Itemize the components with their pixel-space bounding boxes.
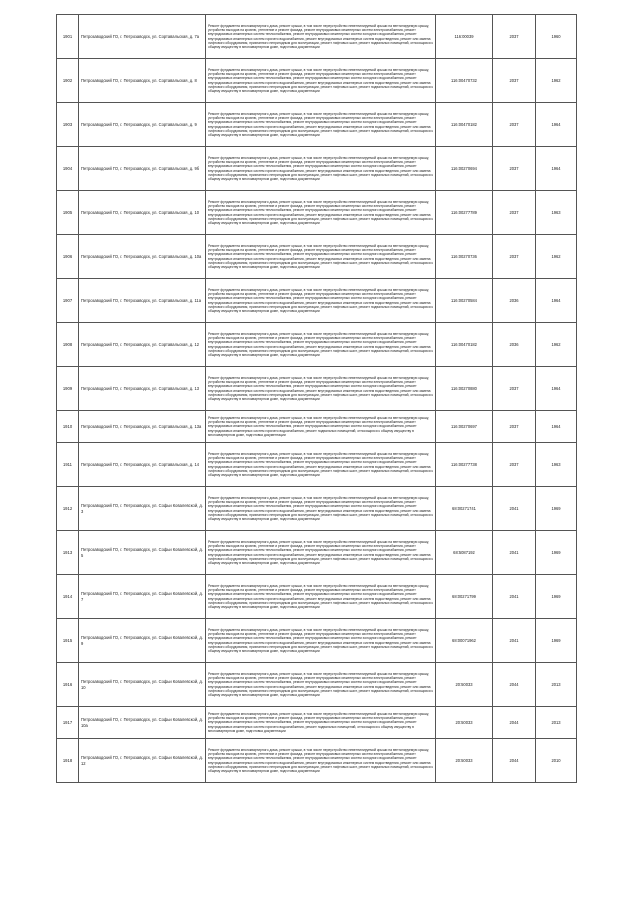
row-works: Ремонт фундамента многоквартирного дома, ремонт крыши, в том числе переустройство невентилируемой крыши на вентилируемую крышу, устройство выходов на кровлю, утепление и ремонт фасада, ремонт внутридомовых инженерных систем электроснабжения, ремонт внутридомовых инженерных систем теплоснабжения, ремонт внутридомовых инженерных систем холодного водоснабжения, ремонт внутридомовых инженерных систем горячего водоснабжения, ремонт внутридомовых инженерных систем водоотведения, ремонт или замена лифтового оборудования, признанного непригодным для эксплуатации, ремонт лифтовых шахт, ремонт подвальных помещений, относящихся к общему имуществу в многоквартирном доме, подготовка документации — [206, 103, 436, 147]
row-number: 1913 — [57, 531, 79, 575]
row-build-year: 1962 — [536, 323, 577, 367]
row-plan-year: 2037 — [493, 235, 536, 279]
row-build-year: 1964 — [536, 411, 577, 443]
row-cadastre-code: 20:50033 — [436, 663, 493, 707]
table-row — [57, 323, 577, 367]
row-cadastre-code: 116:00270697 — [436, 411, 493, 443]
row-address: Петрозаводский ГО, г. Петрозаводск, ул. Сортавальская, д. 10 — [79, 191, 206, 235]
document-page — [56, 14, 576, 783]
row-build-year: 2010 — [536, 739, 577, 783]
row-build-year: 1964 — [536, 367, 577, 411]
row-number: 1906 — [57, 235, 79, 279]
row-number: 1901 — [57, 15, 79, 59]
row-address: Петрозаводский ГО, г. Петрозаводск, ул. Сортавальская, д. 10а — [79, 235, 206, 279]
row-number: 1908 — [57, 323, 79, 367]
table-row — [57, 367, 577, 411]
row-build-year: 1969 — [536, 531, 577, 575]
row-cadastre-code: 116:00039 — [436, 15, 493, 59]
row-works: Ремонт фундамента многоквартирного дома, ремонт крыши, в том числе переустройство невентилируемой крыши на вентилируемую крышу, устройство выходов на кровлю, утепление и ремонт фасада, ремонт внутридомовых инженерных систем электроснабжения, ремонт внутридомовых инженерных систем теплоснабжения, ремонт внутридомовых инженерных систем холодного водоснабжения, ремонт внутридомовых инженерных систем горячего водоснабжения, ремонт подвальных помещений, относящихся к общему имуществу в многоквартирном доме, подготовка документации — [206, 707, 436, 739]
table-row — [57, 15, 577, 59]
table-row — [57, 575, 577, 619]
row-number: 1918 — [57, 739, 79, 783]
table-row — [57, 487, 577, 531]
row-plan-year: 2044 — [493, 663, 536, 707]
row-plan-year: 2036 — [493, 279, 536, 323]
row-cadastre-code: 116:00277738 — [436, 443, 493, 487]
row-works: Ремонт фундамента многоквартирного дома, ремонт крыши, в том числе переустройство невентилируемой крыши на вентилируемую крышу, устройство выходов на кровлю, утепление и ремонт фасада, ремонт внутридомовых инженерных систем электроснабжения, ремонт внутридомовых инженерных систем теплоснабжения, ремонт внутридомовых инженерных систем холодного водоснабжения, ремонт внутридомовых инженерных систем горячего водоснабжения, ремонт внутридомовых инженерных систем водоотведения, ремонт или замена лифтового оборудования, признанного непригодным для эксплуатации, ремонт лифтовых шахт, ремонт подвальных помещений, относящихся к общему имуществу в многоквартирном доме, подготовка документации — [206, 15, 436, 59]
row-build-year: 1969 — [536, 619, 577, 663]
row-works: Ремонт фундамента многоквартирного дома, ремонт крыши, в том числе переустройство невентилируемой крыши на вентилируемую крышу, устройство выходов на кровлю, утепление и ремонт фасада, ремонт внутридомовых инженерных систем электроснабжения, ремонт внутридомовых инженерных систем теплоснабжения, ремонт внутридомовых инженерных систем холодного водоснабжения, ремонт внутридомовых инженерных систем горячего водоснабжения, ремонт внутридомовых инженерных систем водоотведения, ремонт или замена лифтового оборудования, признанного непригодным для эксплуатации, ремонт лифтовых шахт, ремонт подвальных помещений, относящихся к общему имуществу в многоквартирном доме, подготовка документации — [206, 235, 436, 279]
table-row — [57, 739, 577, 783]
capital-repair-table — [56, 14, 577, 783]
row-cadastre-code: 20:50033 — [436, 707, 493, 739]
row-plan-year: 2037 — [493, 411, 536, 443]
row-build-year: 1964 — [536, 279, 577, 323]
row-address: Петрозаводский ГО, г. Петрозаводск, ул. Софьи Ковалевской, д. 12 — [79, 739, 206, 783]
row-number: 1917 — [57, 707, 79, 739]
row-works: Ремонт фундамента многоквартирного дома, ремонт крыши, в том числе переустройство невентилируемой крыши на вентилируемую крышу, устройство выходов на кровлю, утепление и ремонт фасада, ремонт внутридомовых инженерных систем электроснабжения, ремонт внутридомовых инженерных систем теплоснабжения, ремонт внутридомовых инженерных систем холодного водоснабжения, ремонт внутридомовых инженерных систем горячего водоснабжения, ремонт внутридомовых инженерных систем водоотведения, ремонт или замена лифтового оборудования, признанного непригодным для эксплуатации, ремонт лифтовых шахт, ремонт подвальных помещений, относящихся к общему имуществу в многоквартирном доме, подготовка документации — [206, 739, 436, 783]
row-cadastre-code: 116:00270584 — [436, 279, 493, 323]
row-works: Ремонт фундамента многоквартирного дома, ремонт крыши, в том числе переустройство невентилируемой крыши на вентилируемую крышу, устройство выходов на кровлю, утепление и ремонт фасада, ремонт внутридомовых инженерных систем электроснабжения, ремонт внутридомовых инженерных систем теплоснабжения, ремонт внутридомовых инженерных систем холодного водоснабжения, ремонт внутридомовых инженерных систем горячего водоснабжения, ремонт внутридомовых инженерных систем водоотведения, ремонт или замена лифтового оборудования, признанного непригодным для эксплуатации, ремонт лифтовых шахт, ремонт подвальных помещений, относящихся к общему имуществу в многоквартирном доме, подготовка документации — [206, 147, 436, 191]
row-plan-year: 2041 — [493, 531, 536, 575]
table-row — [57, 191, 577, 235]
row-number: 1910 — [57, 411, 79, 443]
row-works: Ремонт фундамента многоквартирного дома, ремонт крыши, в том числе переустройство невентилируемой крыши на вентилируемую крышу, устройство выходов на кровлю, утепление и ремонт фасада, ремонт внутридомовых инженерных систем электроснабжения, ремонт внутридомовых инженерных систем теплоснабжения, ремонт внутридомовых инженерных систем холодного водоснабжения, ремонт внутридомовых инженерных систем горячего водоснабжения, ремонт внутридомовых инженерных систем водоотведения, ремонт или замена лифтового оборудования, признанного непригодным для эксплуатации, ремонт лифтовых шахт, ремонт подвальных помещений, относящихся к общему имуществу в многоквартирном доме, подготовка документации — [206, 663, 436, 707]
row-works: Ремонт фундамента многоквартирного дома, ремонт крыши, в том числе переустройство невентилируемой крыши на вентилируемую крышу, устройство выходов на кровлю, утепление и ремонт фасада, ремонт внутридомовых инженерных систем электроснабжения, ремонт внутридомовых инженерных систем теплоснабжения, ремонт внутридомовых инженерных систем холодного водоснабжения, ремонт внутридомовых инженерных систем горячего водоснабжения, ремонт внутридомовых инженерных систем водоотведения, ремонт или замена лифтового оборудования, признанного непригодным для эксплуатации, ремонт лифтовых шахт, ремонт подвальных помещений, относящихся к общему имуществу в многоквартирном доме, подготовка документации — [206, 323, 436, 367]
row-plan-year: 2037 — [493, 443, 536, 487]
row-plan-year: 2044 — [493, 707, 536, 739]
table-row — [57, 707, 577, 739]
row-cadastre-code: 68:00071962 — [436, 619, 493, 663]
row-works: Ремонт фундамента многоквартирного дома, ремонт крыши, в том числе переустройство невентилируемой крыши на вентилируемую крышу, устройство выходов на кровлю, утепление и ремонт фасада, ремонт внутридомовых инженерных систем электроснабжения, ремонт внутридомовых инженерных систем теплоснабжения, ремонт внутридомовых инженерных систем холодного водоснабжения, ремонт внутридомовых инженерных систем горячего водоснабжения, ремонт внутридомовых инженерных систем водоотведения, ремонт или замена лифтового оборудования, признанного непригодным для эксплуатации, ремонт лифтовых шахт, ремонт подвальных помещений, относящихся к общему имуществу в многоквартирном доме, подготовка документации — [206, 191, 436, 235]
row-build-year: 1963 — [536, 443, 577, 487]
table-row — [57, 279, 577, 323]
row-works: Ремонт фундамента многоквартирного дома, ремонт крыши, в том числе переустройство невентилируемой крыши на вентилируемую крышу, устройство выходов на кровлю, утепление и ремонт фасада, ремонт внутридомовых инженерных систем электроснабжения, ремонт внутридомовых инженерных систем теплоснабжения, ремонт внутридомовых инженерных систем холодного водоснабжения, ремонт внутридомовых инженерных систем горячего водоснабжения, ремонт внутридомовых инженерных систем водоотведения, ремонт или замена лифтового оборудования, признанного непригодным для эксплуатации, ремонт лифтовых шахт, ремонт подвальных помещений, относящихся к общему имуществу в многоквартирном доме, подготовка документации — [206, 279, 436, 323]
row-number: 1903 — [57, 103, 79, 147]
row-works: Ремонт фундамента многоквартирного дома, ремонт крыши, в том числе переустройство невентилируемой крыши на вентилируемую крышу, устройство выходов на кровлю, утепление и ремонт фасада, ремонт внутридомовых инженерных систем электроснабжения, ремонт внутридомовых инженерных систем теплоснабжения, ремонт внутридомовых инженерных систем холодного водоснабжения, ремонт внутридомовых инженерных систем горячего водоснабжения, ремонт внутридомовых инженерных систем водоотведения, ремонт или замена лифтового оборудования, признанного непригодным для эксплуатации, ремонт лифтовых шахт, ремонт подвальных помещений, относящихся к общему имуществу в многоквартирном доме, подготовка документации — [206, 619, 436, 663]
table-row — [57, 443, 577, 487]
table-row — [57, 531, 577, 575]
row-number: 1909 — [57, 367, 79, 411]
row-works: Ремонт фундамента многоквартирного дома, ремонт крыши, в том числе переустройство невентилируемой крыши на вентилируемую крышу, устройство выходов на кровлю, утепление и ремонт фасада, ремонт внутридомовых инженерных систем электроснабжения, ремонт внутридомовых инженерных систем теплоснабжения, ремонт внутридомовых инженерных систем холодного водоснабжения, ремонт внутридомовых инженерных систем горячего водоснабжения, ремонт внутридомовых инженерных систем водоотведения, ремонт или замена лифтового оборудования, признанного непригодным для эксплуатации, ремонт лифтовых шахт, ремонт подвальных помещений, относящихся к общему имуществу в многоквартирном доме, подготовка документации — [206, 59, 436, 103]
table-row — [57, 411, 577, 443]
row-number: 1905 — [57, 191, 79, 235]
row-works: Ремонт фундамента многоквартирного дома, ремонт крыши, в том числе переустройство невентилируемой крыши на вентилируемую крышу, устройство выходов на кровлю, утепление и ремонт фасада, ремонт внутридомовых инженерных систем электроснабжения, ремонт внутридомовых инженерных систем теплоснабжения, ремонт внутридомовых инженерных систем холодного водоснабжения, ремонт внутридомовых инженерных систем горячего водоснабжения, ремонт внутридомовых инженерных систем водоотведения, ремонт или замена лифтового оборудования, признанного непригодным для эксплуатации, ремонт лифтовых шахт, ремонт подвальных помещений, относящихся к общему имуществу в многоквартирном доме, подготовка документации — [206, 487, 436, 531]
row-number: 1911 — [57, 443, 79, 487]
row-build-year: 1960 — [536, 15, 577, 59]
row-cadastre-code: 116:00470182 — [436, 323, 493, 367]
row-number: 1912 — [57, 487, 79, 531]
row-cadastre-code: 116:00270736 — [436, 235, 493, 279]
row-address: Петрозаводский ГО, г. Петрозаводск, ул. Сортавальская, д. 8 — [79, 59, 206, 103]
row-plan-year: 2036 — [493, 323, 536, 367]
row-plan-year: 2037 — [493, 59, 536, 103]
table-row — [57, 59, 577, 103]
row-address: Петрозаводский ГО, г. Петрозаводск, ул. Сортавальская, д. 14 — [79, 443, 206, 487]
row-cadastre-code: 68:5087192 — [436, 531, 493, 575]
row-cadastre-code: 116:00270694 — [436, 147, 493, 191]
table-body — [57, 15, 577, 783]
row-address: Петрозаводский ГО, г. Петрозаводск, ул. Софьи Ковалевской, д. 10 — [79, 663, 206, 707]
row-plan-year: 2041 — [493, 575, 536, 619]
table-row — [57, 103, 577, 147]
row-build-year: 1964 — [536, 103, 577, 147]
row-build-year: 1962 — [536, 59, 577, 103]
row-address: Петрозаводский ГО, г. Петрозаводск, ул. Софьи Ковалевской, д. 7 — [79, 575, 206, 619]
row-address: Петрозаводский ГО, г. Петрозаводск, ул. Сортавальская, д. 7а — [79, 15, 206, 59]
row-build-year: 1969 — [536, 487, 577, 531]
row-cadastre-code: 116:00470732 — [436, 59, 493, 103]
row-number: 1904 — [57, 147, 79, 191]
row-address: Петрозаводский ГО, г. Петрозаводск, ул. Софьи Ковалевской, д. 10а — [79, 707, 206, 739]
row-address: Петрозаводский ГО, г. Петрозаводск, ул. Софьи Ковалевской, д. 9 — [79, 619, 206, 663]
row-works: Ремонт фундамента многоквартирного дома, ремонт крыши, в том числе переустройство невентилируемой крыши на вентилируемую крышу, устройство выходов на кровлю, утепление и ремонт фасада, ремонт внутридомовых инженерных систем электроснабжения, ремонт внутридомовых инженерных систем теплоснабжения, ремонт внутридомовых инженерных систем холодного водоснабжения, ремонт внутридомовых инженерных систем горячего водоснабжения, ремонт внутридомовых инженерных систем водоотведения, ремонт или замена лифтового оборудования, признанного непригодным для эксплуатации, ремонт лифтовых шахт, ремонт подвальных помещений, относящихся к общему имуществу в многоквартирном доме, подготовка документации — [206, 531, 436, 575]
row-address: Петрозаводский ГО, г. Петрозаводск, ул. Сортавальская, д. 9б — [79, 147, 206, 191]
table-row — [57, 147, 577, 191]
row-works: Ремонт фундамента многоквартирного дома, ремонт крыши, в том числе переустройство невентилируемой крыши на вентилируемую крышу, устройство выходов на кровлю, утепление и ремонт фасада, ремонт внутридомовых инженерных систем электроснабжения, ремонт внутридомовых инженерных систем теплоснабжения, ремонт внутридомовых инженерных систем холодного водоснабжения, ремонт внутридомовых инженерных систем горячего водоснабжения, ремонт внутридомовых инженерных систем водоотведения, ремонт или замена лифтового оборудования, признанного непригодным для эксплуатации, ремонт лифтовых шахт, ремонт подвальных помещений, относящихся к общему имуществу в многоквартирном доме, подготовка документации — [206, 367, 436, 411]
row-plan-year: 2037 — [493, 103, 536, 147]
row-cadastre-code: 116:00270880 — [436, 367, 493, 411]
row-plan-year: 2044 — [493, 739, 536, 783]
row-cadastre-code: 116:00277789 — [436, 191, 493, 235]
row-works: Ремонт фундамента многоквартирного дома, ремонт крыши, в том числе переустройство невентилируемой крыши на вентилируемую крышу, устройство выходов на кровлю, утепление и ремонт фасада, ремонт внутридомовых инженерных систем электроснабжения, ремонт внутридомовых инженерных систем теплоснабжения, ремонт внутридомовых инженерных систем холодного водоснабжения, ремонт внутридомовых инженерных систем горячего водоснабжения, ремонт подвальных помещений, относящихся к общему имуществу в многоквартирном доме, подготовка документации — [206, 411, 436, 443]
table-row — [57, 619, 577, 663]
row-address: Петрозаводский ГО, г. Петрозаводск, ул. Сортавальская, д. 9 — [79, 103, 206, 147]
row-cadastre-code: 116:00470182 — [436, 103, 493, 147]
row-works: Ремонт фундамента многоквартирного дома, ремонт крыши, в том числе переустройство невентилируемой крыши на вентилируемую крышу, устройство выходов на кровлю, утепление и ремонт фасада, ремонт внутридомовых инженерных систем электроснабжения, ремонт внутридомовых инженерных систем теплоснабжения, ремонт внутридомовых инженерных систем холодного водоснабжения, ремонт внутридомовых инженерных систем горячего водоснабжения, ремонт внутридомовых инженерных систем водоотведения, ремонт или замена лифтового оборудования, признанного непригодным для эксплуатации, ремонт лифтовых шахт, ремонт подвальных помещений, относящихся к общему имуществу в многоквартирном доме, подготовка документации — [206, 443, 436, 487]
row-number: 1914 — [57, 575, 79, 619]
row-address: Петрозаводский ГО, г. Петрозаводск, ул. Софьи Ковалевской, д. 3 — [79, 487, 206, 531]
row-address: Петрозаводский ГО, г. Петрозаводск, ул. Сортавальская, д. 12 — [79, 323, 206, 367]
row-address: Петрозаводский ГО, г. Петрозаводск, ул. Софьи Ковалевской, д. 5 — [79, 531, 206, 575]
row-number: 1915 — [57, 619, 79, 663]
row-plan-year: 2041 — [493, 619, 536, 663]
row-build-year: 1963 — [536, 191, 577, 235]
row-plan-year: 2037 — [493, 367, 536, 411]
row-build-year: 1962 — [536, 235, 577, 279]
row-address: Петрозаводский ГО, г. Петрозаводск, ул. Сортавальская, д. 13 — [79, 367, 206, 411]
table-row — [57, 235, 577, 279]
row-plan-year: 2041 — [493, 487, 536, 531]
row-build-year: 2013 — [536, 663, 577, 707]
row-cadastre-code: 68:00271741 — [436, 487, 493, 531]
row-address: Петрозаводский ГО, г. Петрозаводск, ул. Сортавальская, д. 11а — [79, 279, 206, 323]
row-cadastre-code: 20:50033 — [436, 739, 493, 783]
row-number: 1902 — [57, 59, 79, 103]
row-plan-year: 2037 — [493, 147, 536, 191]
row-works: Ремонт фундамента многоквартирного дома, ремонт крыши, в том числе переустройство невентилируемой крыши на вентилируемую крышу, устройство выходов на кровлю, утепление и ремонт фасада, ремонт внутридомовых инженерных систем электроснабжения, ремонт внутридомовых инженерных систем теплоснабжения, ремонт внутридомовых инженерных систем холодного водоснабжения, ремонт внутридомовых инженерных систем горячего водоснабжения, ремонт внутридомовых инженерных систем водоотведения, ремонт или замена лифтового оборудования, признанного непригодным для эксплуатации, ремонт лифтовых шахт, ремонт подвальных помещений, относящихся к общему имуществу в многоквартирном доме, подготовка документации — [206, 575, 436, 619]
row-plan-year: 2037 — [493, 15, 536, 59]
row-plan-year: 2037 — [493, 191, 536, 235]
table-row — [57, 663, 577, 707]
row-address: Петрозаводский ГО, г. Петрозаводск, ул. Сортавальская, д. 13а — [79, 411, 206, 443]
row-build-year: 1969 — [536, 575, 577, 619]
row-build-year: 1964 — [536, 147, 577, 191]
row-cadastre-code: 68:00271799 — [436, 575, 493, 619]
row-number: 1907 — [57, 279, 79, 323]
row-build-year: 2013 — [536, 707, 577, 739]
row-number: 1916 — [57, 663, 79, 707]
